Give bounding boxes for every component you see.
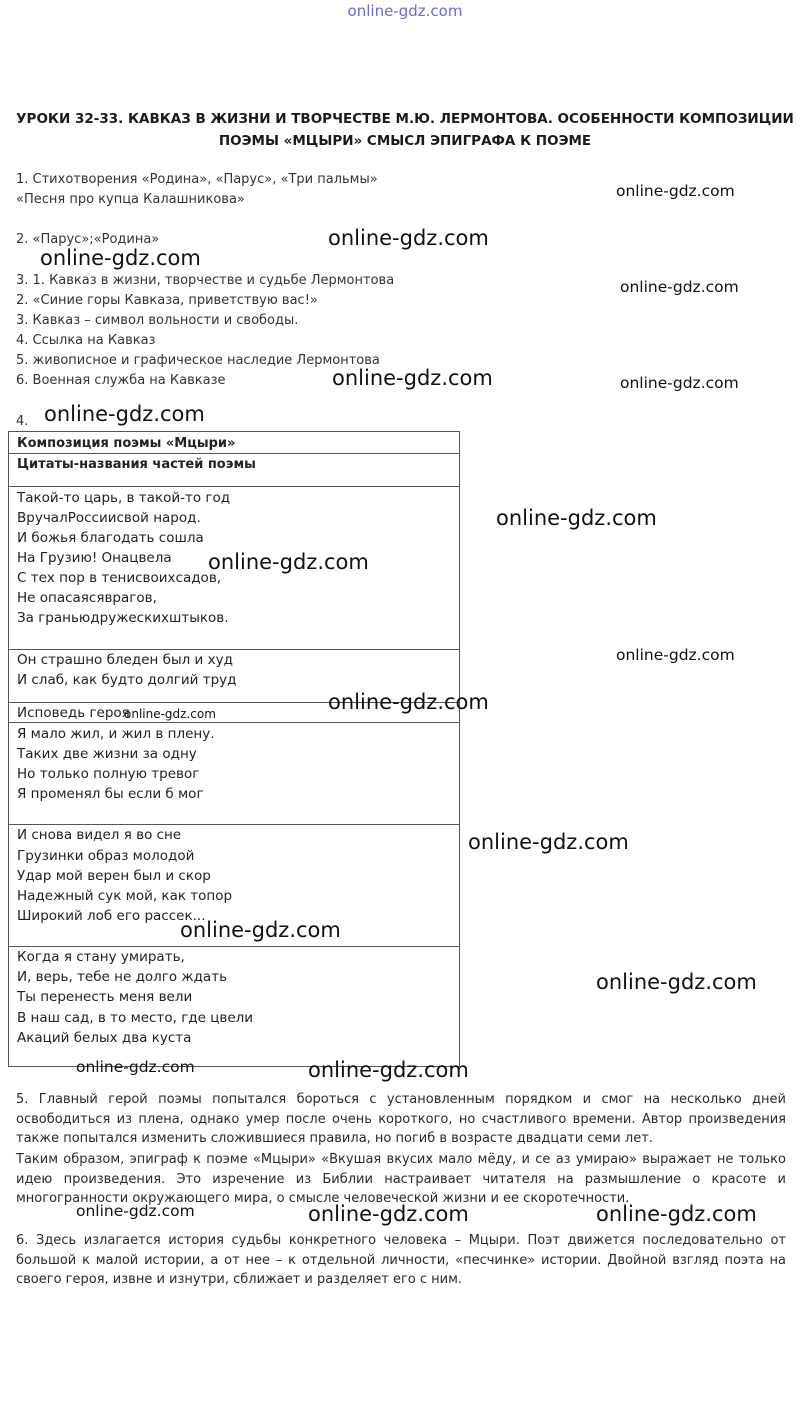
- part4-line: Широкий лоб его рассек...: [17, 908, 206, 924]
- composition-table: [8, 431, 460, 1067]
- watermark-text: online-gdz.com: [180, 918, 341, 942]
- part2-line: И слаб, как будто долгий труд: [17, 672, 237, 688]
- part3-line: Я мало жил, и жил в плену.: [17, 726, 215, 742]
- part5-line: В наш сад, в то место, где цвели: [17, 1010, 254, 1026]
- watermark-text: online-gdz.com: [468, 830, 629, 854]
- part1-line: На Грузию! Онацвела: [17, 550, 172, 566]
- task3-item: 3. Кавказ – символ вольности и свободы.: [16, 313, 299, 328]
- watermark-text: online-gdz.com: [332, 366, 493, 390]
- task1-line2: «Песня про купца Калашникова»: [16, 192, 245, 207]
- part5-line: Ты перенесть меня вели: [17, 989, 193, 1005]
- watermark-text: online-gdz.com: [596, 1202, 757, 1226]
- part4-line: И снова видел я во сне: [17, 827, 182, 843]
- part4-line: Надежный сук мой, как топор: [17, 888, 233, 904]
- table-header-quotes: Цитаты-названия частей поэмы: [17, 457, 256, 472]
- part3-line: Таких две жизни за одну: [17, 746, 197, 762]
- part1-line: За граньюдружескихштыков.: [17, 610, 229, 626]
- watermark-text: online-gdz.com: [44, 402, 205, 426]
- watermark-text: online-gdz.com: [76, 1058, 195, 1076]
- page-title: УРОКИ 32-33. КАВКАЗ В ЖИЗНИ И ТВОРЧЕСТВЕ М.Ю. ЛЕРМОНТОВА. ОСОБЕННОСТИ КОМПОЗИЦИИ ПОЭМЫ «МЦЫРИ» СМЫСЛ ЭПИГРАФА К ПОЭМЕ: [16, 111, 794, 149]
- task3-item: 3. 1. Кавказ в жизни, творчестве и судьбе Лермонтова: [16, 273, 395, 288]
- part3-line: Я променял бы если б мог: [17, 786, 204, 802]
- site-header-link[interactable]: online-gdz.com: [347, 2, 463, 20]
- watermark-text: online-gdz.com: [616, 646, 735, 664]
- watermark-text: online-gdz.com: [124, 707, 216, 721]
- part3-label: Исповедь героя: [17, 705, 130, 721]
- task5-paragraph: 5. Главный герой поэмы попытался бороться с установленным порядком и смог на несколько дней освободиться из плена, однако умер после очень короткого, но счастливого времени. Автор произведения также попытался изменить сложившиеся правила, но погиб в возрасте двадцати семи лет.: [16, 1092, 786, 1146]
- watermark-text: online-gdz.com: [308, 1058, 469, 1082]
- watermark-text: online-gdz.com: [328, 690, 489, 714]
- watermark-text: online-gdz.com: [620, 278, 739, 296]
- task3-item: 5. живописное и графическое наследие Лермонтова: [16, 353, 380, 368]
- part3-line: Но только полную тревог: [17, 766, 200, 782]
- part1-line: ВручалРоссиисвой народ.: [17, 510, 201, 526]
- part4-line: Удар мой верен был и скор: [17, 868, 211, 884]
- task6-paragraph: 6. Здесь излагается история судьбы конкретного человека – Мцыри. Поэт движется последовательно от большой к малой истории, а от нее – к отдельной личности, «песчинке» истории. Двойной взгляд поэта на своего героя, извне и изнутри, сближает и разделяет его с ним.: [16, 1233, 786, 1287]
- watermark-text: online-gdz.com: [40, 246, 201, 270]
- task3-item: 6. Военная служба на Кавказе: [16, 373, 226, 388]
- part1-line: Не опасаясяврагов,: [17, 590, 157, 606]
- watermark-text: online-gdz.com: [616, 182, 735, 200]
- watermark-text: online-gdz.com: [596, 970, 757, 994]
- task1-line1: 1. Стихотворения «Родина», «Парус», «Три пальмы»: [16, 172, 378, 187]
- part5-line: И, верь, тебе не долго ждать: [17, 969, 228, 985]
- task5-paragraph: Таким образом, эпиграф к поэме «Мцыри» «Вкушая вкусих мало мёду, и се аз умираю» выражает не только идею произведения. Это изречение из Библии настраивает читателя на размышление о красоте и многогранности окружающего мира, о смысле человеческой жизни и ее скоротечности.: [16, 1152, 786, 1206]
- task4-label: 4.: [16, 414, 29, 429]
- watermark-text: online-gdz.com: [328, 226, 489, 250]
- task3-item: 2. «Синие горы Кавказа, приветствую вас!»: [16, 293, 318, 308]
- watermark-text: online-gdz.com: [496, 506, 657, 530]
- part4-line: Грузинки образ молодой: [17, 848, 195, 864]
- watermark-text: online-gdz.com: [308, 1202, 469, 1226]
- part1-line: Такой-то царь, в такой-то год: [17, 490, 231, 506]
- watermark-text: online-gdz.com: [208, 550, 369, 574]
- part1-line: И божья благодать сошла: [17, 530, 204, 546]
- task2-answer: 2. «Парус»;«Родина»: [16, 232, 160, 247]
- part5-line: Когда я стану умирать,: [17, 949, 185, 965]
- watermark-text: online-gdz.com: [620, 374, 739, 392]
- watermark-text: online-gdz.com: [76, 1202, 195, 1220]
- table-header-composition: Композиция поэмы «Мцыри»: [17, 436, 236, 451]
- part2-line: Он страшно бледен был и худ: [17, 652, 233, 668]
- task3-item: 4. Ссылка на Кавказ: [16, 333, 156, 348]
- part5-line: Акаций белых два куста: [17, 1030, 192, 1046]
- part1-line: С тех пор в тенисвоихсадов,: [17, 570, 222, 586]
